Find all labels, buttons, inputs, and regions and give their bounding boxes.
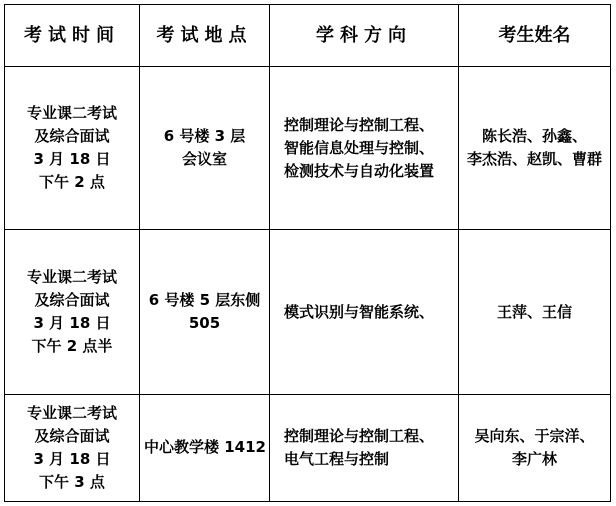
exam-time-cell xyxy=(5,67,140,230)
subject-line: 智能信息处理与控制、 xyxy=(284,138,435,157)
exam-time-line: 3 月 18 日 xyxy=(33,449,111,468)
exam-place-line: 中心教学楼 1412 xyxy=(144,438,266,457)
exam-schedule-table xyxy=(4,4,611,502)
exam-place-cell xyxy=(140,394,270,501)
exam-time-cell xyxy=(5,394,140,501)
header-exam-place-label: 考试地点 xyxy=(156,25,253,46)
candidates-line: 吴向东、于宗洋、 xyxy=(474,426,595,445)
candidates-line: 王萍、王信 xyxy=(496,302,572,321)
candidates-line: 李广林 xyxy=(511,449,557,468)
exam-place-cell xyxy=(140,230,270,394)
header-candidates-label: 考生姓名 xyxy=(498,25,571,46)
subject-cell xyxy=(270,230,459,394)
header-subject-label: 学科方向 xyxy=(316,25,412,46)
exam-time-line: 及综合面试 xyxy=(34,127,110,146)
exam-time-line: 下午 2 点半 xyxy=(31,337,113,356)
exam-time-line: 3 月 18 日 xyxy=(33,314,111,333)
table-row xyxy=(5,394,611,501)
candidates-cell xyxy=(459,230,611,394)
table-row xyxy=(5,67,611,230)
subject-line: 控制理论与控制工程、 xyxy=(284,426,435,445)
subject-cell xyxy=(270,67,459,230)
exam-time-line: 专业课二考试 xyxy=(26,104,117,123)
subject-line: 检测技术与自动化装置 xyxy=(284,161,435,180)
exam-place-line: 6 号楼 5 层东侧 xyxy=(148,291,261,310)
exam-time-line: 及综合面试 xyxy=(34,426,110,445)
exam-time-line: 及综合面试 xyxy=(34,291,110,310)
subject-cell xyxy=(270,394,459,501)
header-exam-time-label: 考试时间 xyxy=(24,25,120,46)
subject-line: 电气工程与控制 xyxy=(284,449,390,468)
header-candidates xyxy=(459,5,611,67)
exam-place-cell xyxy=(140,67,270,230)
exam-place-line: 505 xyxy=(188,314,221,333)
subject-line: 控制理论与控制工程、 xyxy=(284,115,435,134)
table-header xyxy=(5,5,611,67)
exam-time-line: 3 月 18 日 xyxy=(33,150,111,169)
table-row xyxy=(5,230,611,394)
candidates-line: 李杰浩、赵凯、曹群 xyxy=(466,150,602,169)
exam-time-line: 下午 2 点 xyxy=(39,173,105,192)
subject-line: 模式识别与智能系统、 xyxy=(284,302,435,321)
candidates-line: 陈长浩、孙鑫、 xyxy=(481,127,587,146)
header-exam-time xyxy=(5,5,140,67)
candidates-cell xyxy=(459,67,611,230)
exam-place-line: 6 号楼 3 层 xyxy=(163,127,246,146)
candidates-cell xyxy=(459,394,611,501)
exam-time-line: 下午 3 点 xyxy=(39,472,105,491)
exam-time-cell xyxy=(5,230,140,394)
header-row xyxy=(5,5,611,67)
exam-time-line: 专业课二考试 xyxy=(26,268,117,287)
header-subject xyxy=(270,5,459,67)
exam-time-line: 专业课二考试 xyxy=(26,403,117,422)
exam-place-line: 会议室 xyxy=(181,150,227,169)
header-exam-place xyxy=(140,5,270,67)
